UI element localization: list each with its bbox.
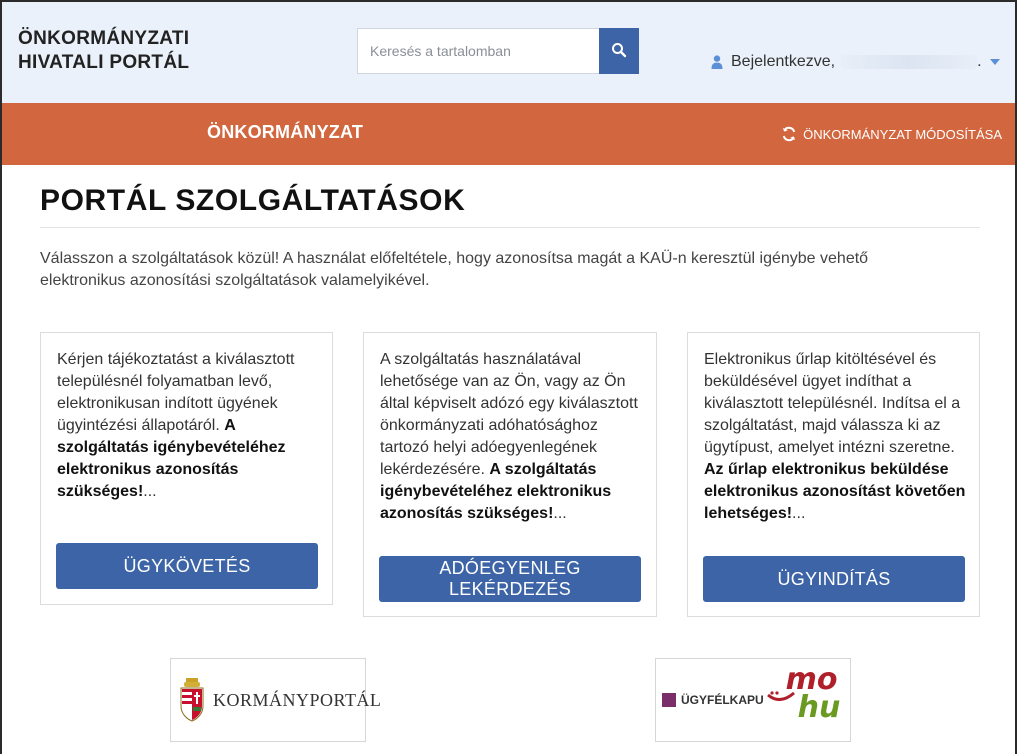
card-description — [380, 349, 644, 525]
mo-hu-logo-icon — [766, 662, 841, 735]
user-menu[interactable] — [711, 51, 1000, 73]
hungarian-coat-of-arms-icon — [179, 678, 205, 722]
user-name-redacted — [841, 55, 977, 69]
card-ellipsis: ... — [792, 505, 806, 522]
search-bar — [357, 28, 639, 74]
title-divider — [40, 227, 980, 228]
card-bold-note: A szolgáltatás igénybevételéhez elektronikus azonosítás szükséges! — [380, 461, 612, 522]
site-header — [2, 2, 1015, 103]
card-description — [57, 349, 321, 503]
search-button[interactable] — [599, 28, 639, 74]
service-card-case-start — [687, 332, 980, 617]
ugyfelkapu-logo-link[interactable] — [655, 658, 851, 742]
chevron-down-icon — [990, 59, 1000, 65]
case-tracking-button[interactable]: ÜGYKÖVETÉS — [56, 543, 318, 589]
card-ellipsis: ... — [553, 505, 567, 522]
search-input[interactable] — [357, 28, 599, 74]
search-icon — [611, 42, 627, 61]
hu-text: hu — [797, 690, 841, 725]
tax-balance-query-button[interactable]: ADÓEGYENLEG LEKÉRDEZÉS — [379, 556, 641, 602]
ugyfelkapu-square-icon — [662, 693, 676, 707]
page-title: PORTÁL SZOLGÁLTATÁSOK — [40, 184, 466, 217]
brand-line-1: ÖNKORMÁNYZATI — [18, 28, 190, 49]
card-text: Elektronikus űrlap kitöltésével és beküldésével ügyet indíthat a kiválasztott településnél. Indítsa el a szolgáltatást, majd válassza ki az ügytípust, amelyet intézni szeretne. — [704, 351, 961, 456]
case-start-button[interactable]: ÜGYINDÍTÁS — [703, 556, 965, 602]
kormanyportal-logo-text: KORMÁNYPORTÁL — [213, 689, 382, 710]
change-municipality-label: ÖNKORMÁNYZAT MÓDOSÍTÁSA — [803, 126, 1002, 142]
card-bold-note: A szolgáltatás igénybevételéhez elektronikus azonosítás szükséges! — [57, 417, 286, 500]
logged-in-suffix: . — [977, 53, 982, 70]
kormanyportal-logo-link[interactable] — [170, 658, 382, 742]
brand-line-2: HIVATALI PORTÁL — [18, 52, 190, 73]
municipality-title: ÖNKORMÁNYZAT — [207, 122, 364, 142]
logged-in-label: Bejelentkezve, — [731, 53, 836, 70]
card-ellipsis: ... — [143, 483, 157, 500]
municipality-navbar — [2, 103, 1015, 165]
change-municipality-link[interactable] — [781, 126, 1002, 142]
site-brand[interactable] — [18, 27, 189, 75]
refresh-icon — [781, 126, 797, 142]
service-card-tax-balance — [363, 332, 657, 617]
service-card-case-tracking — [40, 332, 333, 605]
ugyfelkapu-logo-text: ÜGYFÉLKAPU — [681, 693, 764, 707]
card-text: A szolgáltatás használatával lehetősége van az Ön, vagy az Ön által képviselt adózó egy kiválasztott önkormányzati adóhatósághoz tartozó helyi adóegyenlegének lekérdezésére. — [380, 351, 638, 478]
mo-text: mo — [785, 662, 838, 697]
user-icon — [711, 55, 723, 69]
card-description — [704, 349, 968, 525]
card-text: Kérjen tájékoztatást a kiválasztott településnél folyamatban levő, elektronikusan indított ügyének ügyintézési állapotáról. — [57, 351, 295, 434]
card-bold-note: Az űrlap elektronikus beküldése elektronikus azonosítást követően lehetséges! — [704, 461, 966, 522]
intro-text: Válasszon a szolgáltatások közül! A használat előfeltétele, hogy azonosítsa magát a KAÜ-n keresztül igénybe vehető elektronikus azonosítási szolgáltatások valamelyikével. — [40, 250, 869, 289]
